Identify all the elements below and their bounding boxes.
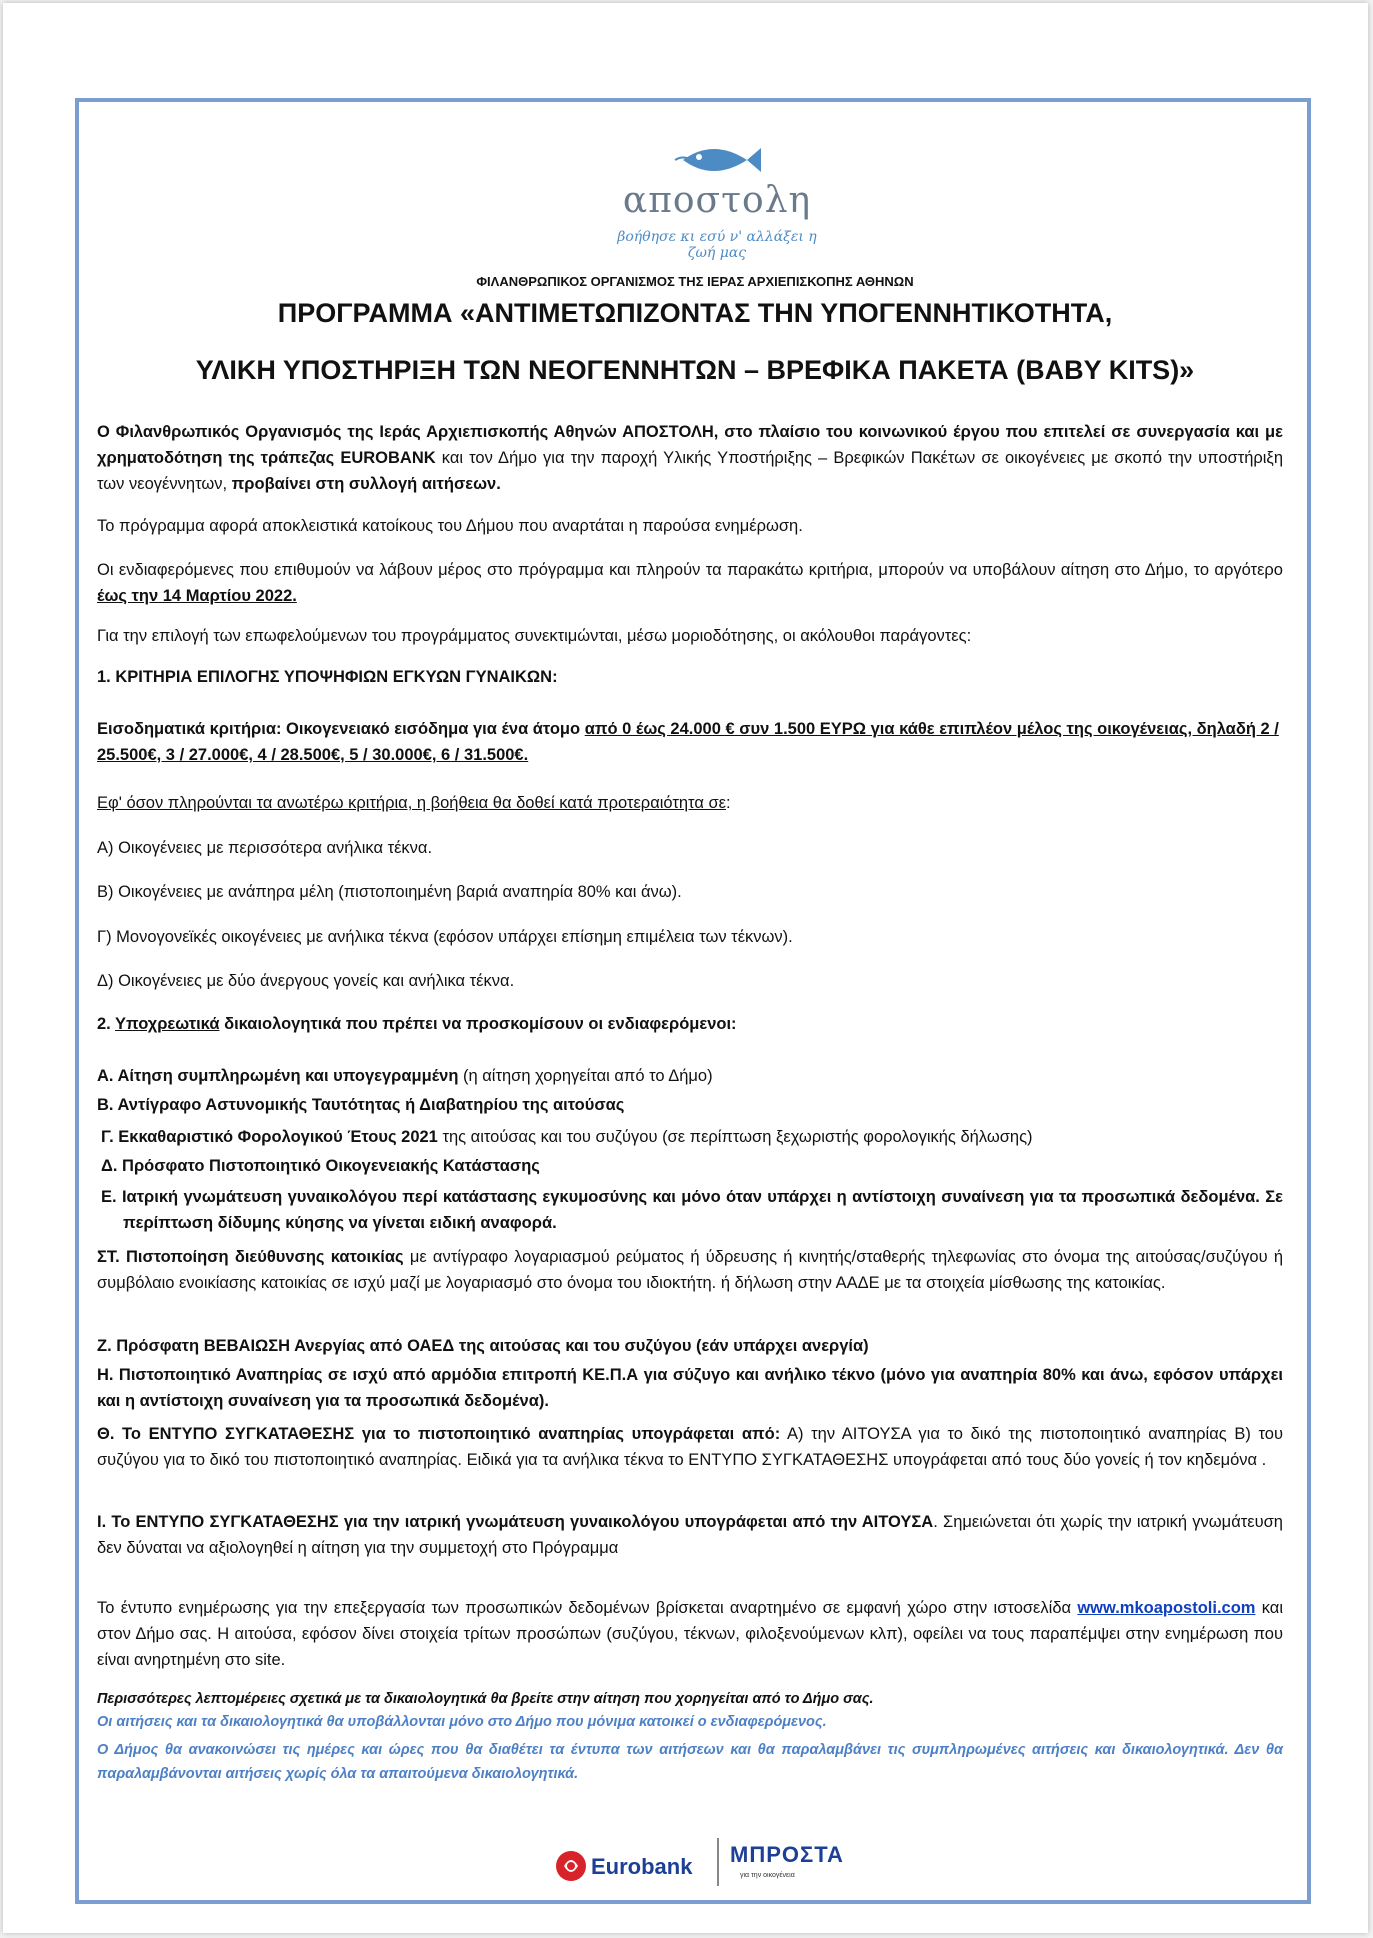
intro-paragraph-4: Για την επιλογή των επωφελούμενων του προγράμματος συνεκτιμώνται, μέσω μοριοδότησης, οι ακόλουθοι παράγοντες: — [97, 627, 972, 645]
priority-d: Δ) Οικογένειες με δύο άνεργους γονείς και ανήλικα τέκνα. — [97, 972, 515, 990]
income-criteria — [97, 716, 1283, 768]
deadline-intro: Οι ενδιαφερόμενες που επιθυμούν να λάβουν μέρος στο πρόγραμμα και πληρούν τα παρακάτω κριτήρια, μπορούν να υποβάλουν αίτηση στο Δήμο, το αργότερο — [97, 561, 1283, 579]
logo-tagline: βοήθησε κι εσύ ν' αλλάξει η ζωή μας — [617, 229, 817, 261]
section-2-mandatory: Υποχρεωτικά — [115, 1015, 220, 1033]
doc-i-bold: Ι. Το ΕΝΤΥΠΟ ΣΥΓΚΑΤΑΘΕΣΗΣ για την ιατρική γνωμάτευση γυναικολόγου υπογράφεται από την ΑΙΤΟΥΣΑ — [97, 1513, 934, 1531]
doc-c-bold: Γ. Εκκαθαριστικό Φορολογικού Έτους 2021 — [101, 1128, 438, 1146]
doc-th-rest: Α) την ΑΙΤΟΥΣΑ για το δικό της πιστοποιητικό αναπηρίας Β) του συζύγου για το δικό του πιστοποιητικό αναπηρίας. Ειδικά για τα ανήλικα τέκνα το ΕΝΤΥΠΟ ΣΥΓΚΑΤΑΘΕΣΗΣ υπογράφεται από τους δύο γονείς ή τον κηδεμόνα . — [97, 1425, 1283, 1469]
doc-d: Δ. Πρόσφατο Πιστοποιητικό Οικογενειακής Κατάστασης — [101, 1157, 540, 1175]
section-2-num: 2. — [97, 1015, 116, 1033]
website-link[interactable]: www.mkoapostoli.com — [1077, 1599, 1256, 1617]
title-line-1: ΠΡΟΓΡΑΜΜΑ «ΑΝΤΙΜΕΤΩΠΙΖΟΝΤΑΣ ΤΗΝ ΥΠΟΓΕΝΝΗΤΙΚΟΤΗΤΑ, — [277, 298, 1113, 328]
privacy-start: Το έντυπο ενημέρωσης για την επεξεργασία των προσωπικών δεδομένων βρίσκεται αναρτημένο σε εμφανή χώρο στην ιστοσελίδα — [97, 1599, 1078, 1617]
privacy-paragraph — [97, 1595, 1283, 1673]
intro-end: προβαίνει στη συλλογή αιτήσεων. — [231, 475, 501, 493]
content-frame — [75, 98, 1311, 1904]
note-3: Ο Δήμος θα ανακοινώσει τις ημέρες και ώρες που θα διαθέτει τα έντυπα των αιτήσεων και θα παραλαμβάνει τις συμπληρωμένες αιτήσεις και δικαιολογητικά. Δεν θα παραλαμβάνονται αιτήσεις χωρίς όλα τα απαιτούμενα δικαιολογητικά. — [97, 1742, 1283, 1782]
bropsta-wordmark: ΜΠΡΟΣΤΑ — [730, 1842, 844, 1867]
doc-z: Ζ. Πρόσφατη ΒΕΒΑΙΩΣΗ Ανεργίας από ΟΑΕΔ της αιτούσας και του συζύγου (εάν υπάρχει ανεργία) — [97, 1337, 869, 1355]
doc-c-rest: της αιτούσας και του συζύγου (σε περίπτωση ξεχωριστής φορολογικής δήλωσης) — [437, 1128, 1033, 1146]
bropsta-subtitle: για την οικογένεια — [740, 1872, 795, 1879]
priority-colon: : — [725, 794, 731, 812]
doc-b: Β. Αντίγραφο Αστυνομικής Ταυτότητας ή Διαβατηρίου της αιτούσας — [97, 1096, 625, 1114]
deadline-date: έως την 14 Μαρτίου 2022. — [97, 587, 297, 605]
priority-intro-text: Εφ' όσον πληρούνται τα ανωτέρω κριτήρια, η βοήθεια θα δοθεί κατά προτεραιότητα σε — [97, 794, 726, 812]
intro-mid: και τον Δήμο για την παροχή Υλικής Υποστήριξης – Βρεφικών Πακέτων σε οικογένειες με σκοπό την υποστήριξη των νεογέννητων, — [97, 449, 1283, 493]
doc-st — [97, 1244, 1283, 1296]
privacy-end: και στον Δήμο σας. Η αιτούσα, εφόσον δίνει στοιχεία τρίτων προσώπων (συζύγου, τέκνων, φιλοξενούμενων κλπ), οφείλει να τους παραπέμψει στην ενημέρωση που είναι ανηρτημένη στο site. — [97, 1599, 1283, 1669]
priority-a: Α) Οικογένειες με περισσότερα ανήλικα τέκνα. — [97, 839, 433, 857]
income-label: Εισοδηματικά κριτήρια: Οικογενειακό εισόδημα για ένα άτομο — [97, 720, 585, 738]
doc-i — [97, 1509, 1283, 1561]
priority-b: Β) Οικογένειες με ανάπηρα μέλη (πιστοποιημένη βαριά αναπηρία 80% και άνω). — [97, 883, 682, 901]
apostoli-logo — [617, 138, 917, 261]
doc-th — [97, 1421, 1283, 1473]
doc-st-rest: με αντίγραφο λογαριασμού ρεύματος ή ύδρευσης ή κινητής/σταθερής τηλεφωνίας στο όνομα της αιτούσας/συζύγου ή συμβόλαιο ενοικίασης κατοικίας σε ισχύ μαζί με λογαριασμό στο όνομα του ιδιοκτήτη. ή δήλωση στην ΑΑΔΕ με τα στοιχεία μίσθωσης της κατοικίας. — [97, 1248, 1283, 1292]
priority-c: Γ) Μονογονεϊκές οικογένειες με ανήλικα τέκνα (εφόσον υπάρχει επίσημη επιμέλεια των τέκνων). — [97, 928, 793, 946]
doc-i-rest: . Σημειώνεται ότι χωρίς την ιατρική γνωμάτευση δεν δύναται να αξιολογηθεί η αίτηση για την συμμετοχή στο Πρόγραμμα — [97, 1513, 1283, 1557]
eurobank-wordmark: Eurobank — [591, 1854, 693, 1879]
doc-st-bold: ΣΤ. Πιστοποίηση διεύθυνσης κατοικίας — [97, 1248, 404, 1266]
note-2: Οι αιτήσεις και τα δικαιολογητικά θα υποβάλλονται μόνο στο Δήμο που μόνιμα κατοικεί ο ενδιαφερόμενος. — [97, 1714, 827, 1730]
doc-e: Ε. Ιατρική γνωμάτευση γυναικολόγου περί κατάστασης εγκυμοσύνης και μόνο όταν υπάρχει η αντίστοιχη συναίνεση για τα προσωπικά δεδομένα. Σε περίπτωση δίδυμης κύησης να γίνεται ειδική αναφορά. — [101, 1188, 1283, 1232]
organization-name: ΦΙΛΑΝΘΡΩΠΙΚΟΣ ΟΡΓΑΝΙΣΜΟΣ ΤΗΣ ΙΕΡΑΣ ΑΡΧΙΕΠΙΣΚΟΠΗΣ ΑΘΗΝΩΝ — [476, 274, 914, 289]
note-1: Περισσότερες λεπτομέρειες σχετικά με τα δικαιολογητικά θα βρείτε στην αίτηση που χορηγείται από το Δήμο σας. — [97, 1691, 874, 1707]
doc-h: Η. Πιστοποιητικό Αναπηρίας σε ισχύ από αρμόδια επιτροπή ΚΕ.Π.Α για σύζυγο και ανήλικο τέκνο (μόνο για αναπηρία 80% και άνω, εφόσον υπάρχει και η αντίστοιχη συναίνεση για τα προσωπικά δεδομένα). — [97, 1366, 1283, 1410]
doc-a-bold: Α. Αίτηση συμπληρωμένη και υπογεγραμμένη — [97, 1067, 459, 1085]
section-2-heading — [97, 1011, 1283, 1037]
section-1-heading: 1. ΚΡΙΤΗΡΙΑ ΕΠΙΛΟΓΗΣ ΥΠΟΨΗΦΙΩΝ ΕΓΚΥΩΝ ΓΥΝΑΙΚΩΝ: — [97, 668, 558, 686]
doc-c — [101, 1124, 1287, 1150]
logo-wordmark: αποστολη — [622, 180, 812, 221]
priority-intro — [97, 790, 1283, 816]
intro-paragraph-2: Το πρόγραμμα αφορά αποκλειστικά κατοίκους του Δήμου που αναρτάται η παρούσα ενημέρωση. — [97, 517, 803, 535]
intro-paragraph-3 — [97, 557, 1283, 609]
income-detail: από 0 έως 24.000 € συν 1.500 ΕΥΡΩ για κάθε επιπλέον μέλος της οικογένειας, δηλαδή 2 / 25.500€, 3 / 27.000€, 4 / 28.500€, 5 / 30.000€, 6 / 31.500€. — [97, 720, 1279, 764]
section-2-rest: δικαιολογητικά που πρέπει να προσκομίσουν οι ενδιαφερόμενοι: — [219, 1015, 737, 1033]
title-line-2: ΥΛΙΚΗ ΥΠΟΣΤΗΡΙΞΗ ΤΩΝ ΝΕΟΓΕΝΝΗΤΩΝ – ΒΡΕΦΙΚΑ ΠΑΚΕΤΑ (BABY KITS)» — [195, 355, 1195, 385]
doc-a-rest: (η αίτηση χορηγείται από το Δήμο) — [458, 1067, 713, 1085]
eurobank-emblem-icon — [555, 1850, 587, 1882]
footer-divider — [717, 1838, 719, 1886]
doc-th-bold: Θ. Το ΕΝΤΥΠΟ ΣΥΓΚΑΤΑΘΕΣΗΣ για το πιστοποιητικό αναπηρίας υπογράφεται από: — [97, 1425, 781, 1443]
intro-paragraph-1 — [97, 419, 1283, 497]
doc-a — [97, 1063, 1283, 1089]
fish-icon — [673, 138, 763, 182]
intro-bold: Ο Φιλανθρωπικός Οργανισμός της Ιεράς Αρχιεπισκοπής Αθηνών ΑΠΟΣΤΟΛΗ, στο πλαίσιο του κοινωνικού έργου που επιτελεί σε συνεργασία και με χρηματοδότηση της τράπεζας EUROBANK — [97, 423, 1283, 467]
sponsor-footer — [97, 1832, 1293, 1902]
document-page — [3, 3, 1368, 1933]
